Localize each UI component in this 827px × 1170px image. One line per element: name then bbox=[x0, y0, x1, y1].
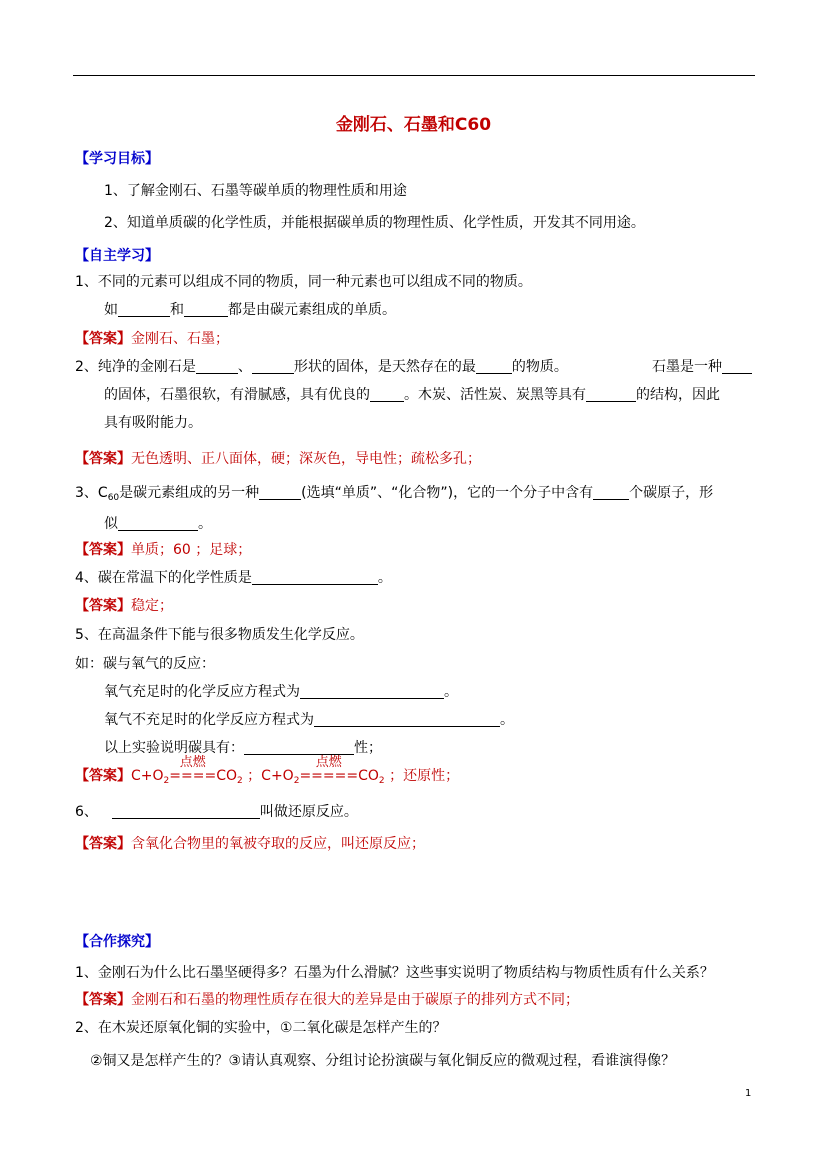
q5-text-6: 性； bbox=[354, 740, 382, 756]
q5-line1: 5、在高温条件下能与很多物质发生化学反应。 bbox=[75, 627, 364, 643]
coop-q1-line: 1、金刚石为什么比石墨坚硬得多？石墨为什么滑腻？这些事实说明了物质结构与物质性质有什么关系？ bbox=[75, 965, 714, 981]
q5-blank-1[interactable] bbox=[300, 684, 444, 699]
answer-label: 【答案】 bbox=[75, 992, 131, 1008]
eq1-condition: 点燃 bbox=[179, 755, 206, 770]
q4-answer bbox=[75, 597, 173, 615]
eq2-arrow bbox=[299, 755, 359, 785]
q2-blank-5[interactable] bbox=[370, 387, 404, 402]
coop-q2-line2: ②铜又是怎样产生的？③请认真观察、分组讨论扮演碳与氧化铜反应的微观过程，看谁演得像？ bbox=[90, 1053, 676, 1069]
q1-line1: 1、不同的元素可以组成不同的物质，同一种元素也可以组成不同的物质。 bbox=[75, 274, 532, 290]
q1-text-3: 都是由碳元素组成的单质。 bbox=[228, 302, 396, 318]
q5-line3 bbox=[104, 683, 458, 701]
q2-text-5: 石墨是一种 bbox=[652, 359, 722, 375]
q4-answer-text: 稳定； bbox=[131, 598, 173, 614]
q5-answer bbox=[75, 755, 460, 790]
section-coop-heading: 【合作探究】 bbox=[75, 934, 159, 950]
goal-1: 1、了解金刚石、石墨等碳单质的物理性质和用途 bbox=[104, 183, 407, 199]
answer-label: 【答案】 bbox=[75, 331, 131, 347]
coop-q1-answer bbox=[75, 991, 579, 1009]
q1-answer-text: 金刚石、石墨； bbox=[131, 331, 229, 347]
answer-label: 【答案】 bbox=[75, 542, 131, 558]
eq1-subscript: 2 bbox=[163, 776, 170, 786]
q3-text-6: 。 bbox=[198, 516, 212, 532]
q2-line1-right bbox=[652, 358, 752, 376]
q1-line2 bbox=[104, 301, 396, 319]
q2-line3: 具有吸附能力。 bbox=[104, 415, 202, 431]
q2-text-7: 。木炭、活性炭、炭黑等具有 bbox=[404, 387, 586, 403]
goal-2: 2、知道单质碳的化学性质，并能根据碳单质的物理性质、化学性质，开发其不同用途。 bbox=[104, 215, 645, 231]
q2-answer-text: 无色透明、正八面体，硬；深灰色，导电性；疏松多孔； bbox=[131, 451, 481, 467]
q3-text-2: 是碳元素组成的另一种 bbox=[119, 485, 260, 501]
q2-text-2: 、 bbox=[237, 359, 252, 375]
q2-blank-1[interactable] bbox=[196, 359, 238, 374]
q5-blank-2[interactable] bbox=[314, 712, 500, 727]
equation-2 bbox=[261, 755, 385, 786]
eq2-equals: ===== bbox=[299, 768, 359, 784]
q5-line2: 如：碳与氧气的反应： bbox=[75, 656, 215, 672]
eq2-reactants: C+O bbox=[261, 768, 294, 784]
answer-label: 【答案】 bbox=[75, 598, 131, 614]
eq-separator: ； bbox=[242, 768, 262, 784]
q6-answer-text: 含氧化合物里的氧被夺取的反应，叫还原反应； bbox=[131, 836, 425, 852]
q5-text-3: 氧气不充足时的化学反应方程式为 bbox=[104, 712, 314, 728]
q2-text-1: 2、纯净的金刚石是 bbox=[75, 359, 196, 375]
coop-q1-answer-text: 金刚石和石墨的物理性质存在很大的差异是由于碳原子的排列方式不同； bbox=[131, 992, 579, 1008]
q1-blank-1[interactable] bbox=[118, 302, 170, 317]
eq2-product-subscript: 2 bbox=[378, 776, 385, 786]
eq2-subscript: 2 bbox=[293, 776, 300, 786]
q5-text-5: 以上实验说明碳具有： bbox=[104, 740, 244, 756]
answer-label: 【答案】 bbox=[75, 768, 131, 784]
q2-blank-6[interactable] bbox=[586, 387, 636, 402]
eq1-equals: ==== bbox=[169, 768, 217, 784]
q2-blank-3[interactable] bbox=[476, 359, 512, 374]
q3-blank-1[interactable] bbox=[259, 485, 301, 500]
q2-text-3: 形状的固体，是天然存在的最 bbox=[293, 359, 476, 375]
eq1-product: CO bbox=[216, 768, 237, 784]
q6-text-2: 叫做还原反应。 bbox=[259, 804, 358, 820]
q2-line1 bbox=[75, 358, 568, 376]
q3-line2 bbox=[104, 515, 212, 533]
q4-text-2: 。 bbox=[377, 570, 392, 586]
page-number: 1 bbox=[745, 1088, 752, 1099]
q2-text-6: 的固体，石墨很软，有滑腻感，具有优良的 bbox=[104, 387, 370, 403]
q3-answer-text: 单质；60 ；足球； bbox=[131, 542, 252, 558]
q3-answer bbox=[75, 541, 251, 559]
equation-1 bbox=[131, 755, 243, 786]
q2-text-8: 的结构，因此 bbox=[636, 387, 720, 403]
q1-answer bbox=[75, 330, 229, 348]
q6-line bbox=[75, 803, 358, 821]
q5-blank-3[interactable] bbox=[244, 740, 354, 755]
q2-line2 bbox=[104, 386, 720, 404]
section-self-study-heading: 【自主学习】 bbox=[75, 248, 159, 264]
q5-text-4: 。 bbox=[500, 712, 514, 728]
q3-subscript: 60 bbox=[107, 493, 120, 503]
q3-text-1: 3、C bbox=[75, 485, 108, 501]
answer-label: 【答案】 bbox=[75, 836, 131, 852]
answer-label: 【答案】 bbox=[75, 451, 131, 467]
q6-answer bbox=[75, 835, 425, 853]
q3-blank-2[interactable] bbox=[593, 485, 629, 500]
q3-text-5: 似 bbox=[104, 516, 118, 532]
q1-text-2: 和 bbox=[170, 302, 184, 318]
eq2-condition: 点燃 bbox=[315, 755, 342, 770]
eq1-reactants: C+O bbox=[131, 768, 164, 784]
q3-text-3: (选填“单质”、“化合物”)，它的一个分子中含有 bbox=[301, 485, 594, 501]
section-goals-heading: 【学习目标】 bbox=[75, 151, 159, 167]
q4-line bbox=[75, 569, 392, 587]
q1-text-1: 如 bbox=[104, 302, 118, 318]
q5-line4 bbox=[104, 711, 514, 729]
q5-answer-tail: ；还原性； bbox=[384, 768, 460, 784]
eq1-arrow bbox=[169, 755, 217, 785]
q4-blank[interactable] bbox=[252, 570, 378, 585]
page-title: 金刚石、石墨和C60 bbox=[335, 115, 492, 135]
q3-blank-3[interactable] bbox=[118, 516, 198, 531]
q6-text-1: 6、 bbox=[75, 804, 98, 820]
q6-blank[interactable] bbox=[112, 804, 260, 819]
q1-blank-2[interactable] bbox=[184, 302, 228, 317]
q5-text-1: 氧气充足时的化学反应方程式为 bbox=[104, 684, 300, 700]
coop-q2-line1: 2、在木炭还原氧化铜的实验中，①二氧化碳是怎样产生的？ bbox=[75, 1020, 447, 1036]
q3-text-4: 个碳原子，形 bbox=[629, 485, 714, 501]
q4-text-1: 4、碳在常温下的化学性质是 bbox=[75, 570, 252, 586]
q5-text-2: 。 bbox=[444, 684, 458, 700]
q3-line1 bbox=[75, 484, 713, 507]
q2-answer bbox=[75, 450, 481, 468]
q2-text-4: 的物质。 bbox=[511, 359, 568, 375]
header-rule bbox=[73, 75, 755, 76]
eq1-product-subscript: 2 bbox=[236, 776, 243, 786]
eq2-product: CO bbox=[358, 768, 379, 784]
q2-blank-4[interactable] bbox=[722, 359, 752, 374]
q2-blank-2[interactable] bbox=[252, 359, 294, 374]
